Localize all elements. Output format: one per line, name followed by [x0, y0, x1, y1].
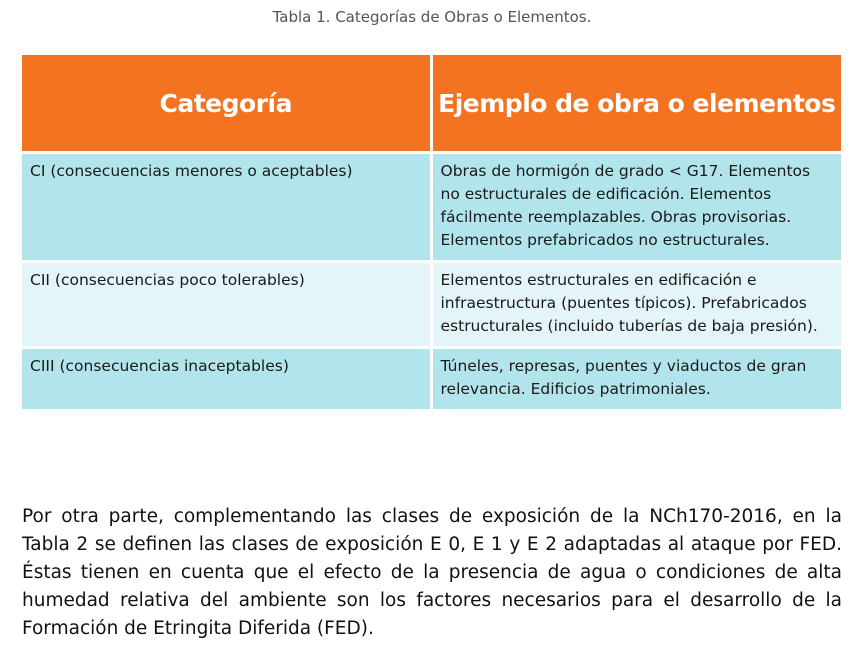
header-category: Categoría [22, 55, 431, 153]
cell-category: CII (consecuencias poco tolerables) [22, 262, 431, 348]
header-examples: Ejemplo de obra o elementos [431, 55, 841, 153]
cell-examples: Elementos estructurales en edificación e infraestructura (puentes típicos). Prefabricados estructurales (incluido tuberías de baja presión). [431, 262, 841, 348]
cell-examples: Túneles, represas, puentes y viaductos de gran relevancia. Edificios patrimoniales. [431, 348, 841, 410]
table-row [22, 348, 841, 410]
table-header-row [22, 55, 841, 153]
table-row [22, 262, 841, 348]
body-paragraph: Por otra parte, complementando las clases de exposición de la NCh170-2016, en la Tabla 2 se definen las clases de exposición E 0, E 1 y E 2 adaptadas al ataque por FED. Éstas tienen en cuenta que el efecto de la presencia de agua o condiciones de alta humedad relativa del ambiente son los factores necesarios para el desarrollo de la Formación de Etringita Diferida (FED). [22, 505, 842, 639]
table-row [22, 153, 841, 262]
cell-category: CI (consecuencias menores o aceptables) [22, 153, 431, 262]
cell-category: CIII (consecuencias inaceptables) [22, 348, 431, 410]
categories-table [22, 55, 841, 409]
cell-examples: Obras de hormigón de grado < G17. Elementos no estructurales de edificación. Elementos fácilmente reemplazables. Obras provisorias. Elementos prefabricados no estructurales. [431, 153, 841, 262]
table-caption: Tabla 1. Categorías de Obras o Elementos. [272, 8, 592, 26]
